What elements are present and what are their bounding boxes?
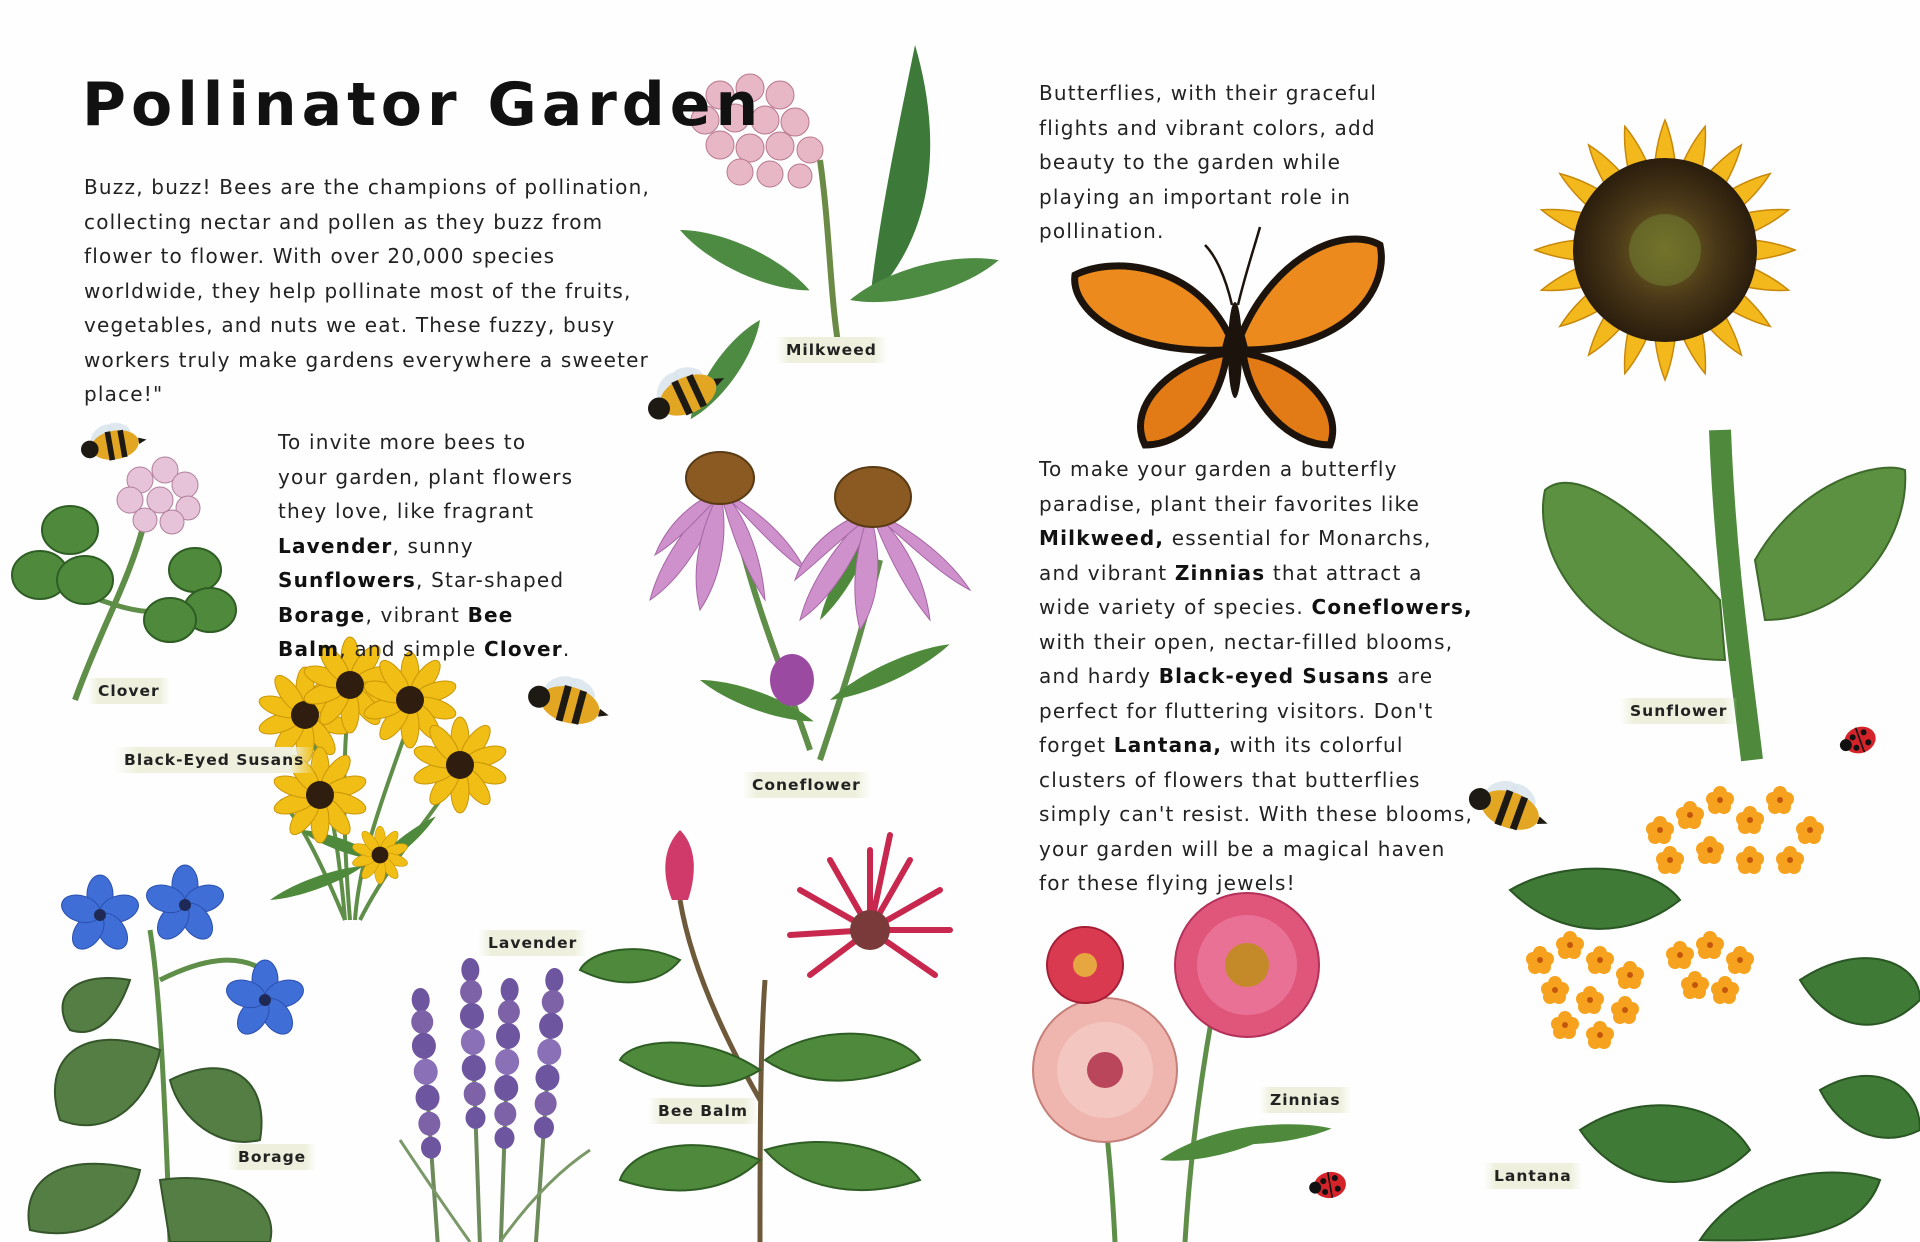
bees-tip-part: To invite more bees to your garden, plant flowers they love, like fragrant xyxy=(278,430,574,523)
bees-tip-highlight: Sunflowers xyxy=(278,568,416,592)
bees-tip-part: , and simple xyxy=(339,637,484,661)
zinnias-illustration xyxy=(1033,893,1332,1242)
label-lantana: Lantana xyxy=(1484,1163,1582,1189)
bees-tip-highlight: Clover xyxy=(483,637,563,661)
label-zinnias: Zinnias xyxy=(1260,1087,1351,1113)
bees-tip-part: , Star-shaped xyxy=(416,568,565,592)
bees-tip-part: , sunny xyxy=(392,533,474,558)
label-borage: Borage xyxy=(228,1144,316,1170)
bee-balm-illustration xyxy=(580,830,950,1242)
ladybug-icon xyxy=(1836,722,1880,759)
label-sunflower: Sunflower xyxy=(1620,698,1737,724)
ladybug-icon xyxy=(1307,1169,1348,1201)
butterfly-tip-part: essential for Monarchs, and vibrant xyxy=(1039,526,1432,585)
butterfly-tip-part: are perfect for fluttering visitors. Don't forget xyxy=(1039,664,1434,757)
butterfly-tip-highlight: Coneflowers, xyxy=(1311,595,1473,619)
label-milkweed: Milkweed xyxy=(776,337,887,363)
bees-intro-text: Buzz, buzz! Bees are the champions of pollination, collecting nectar and pollen as they buzz from flower to flower. With over 20,000 species worldwide, they help pollinate most of the fruits, vegetables, and nuts we eat. These fuzzy, busy workers truly make gardens everywhere a sweeter place!" xyxy=(84,175,651,406)
butterfly-tip-part: with its colorful clusters of flowers that butterflies simply can't resist. With these blooms, your garden will be a magical haven for these flying jewels! xyxy=(1039,733,1474,895)
butterflies-intro-text: Butterflies, with their graceful flights and vibrant colors, add beauty to the garden while playing an important role in pollination. xyxy=(1039,81,1378,243)
butterfly-tip-part: with their open, nectar-filled blooms, and hardy xyxy=(1039,629,1454,688)
bee-icon xyxy=(77,414,149,465)
butterfly-tip-part: that attract a wide variety of species. xyxy=(1039,560,1423,619)
butterfly-icon xyxy=(1075,227,1382,445)
sunflower-illustration xyxy=(1535,120,1905,760)
butterfly-tip-highlight: Black-eyed Susans xyxy=(1158,664,1390,688)
label-coneflower: Coneflower xyxy=(742,772,871,798)
label-black-eyed-susans: Black-Eyed Susans xyxy=(114,747,314,773)
borage-illustration xyxy=(28,865,307,1242)
bees-tip-highlight: Borage xyxy=(278,602,366,627)
bee-icon xyxy=(524,663,617,733)
butterfly-tip-highlight: Zinnias xyxy=(1174,560,1266,585)
bees-tip-part: . xyxy=(562,637,571,661)
page-title: Pollinator Garden xyxy=(82,70,764,140)
clover-illustration xyxy=(12,457,236,700)
label-lavender: Lavender xyxy=(478,930,587,956)
bees-tip-highlight: Bee Balm xyxy=(278,602,514,661)
label-clover: Clover xyxy=(88,678,170,704)
black-eyed-susans-illustration xyxy=(257,637,509,920)
butterfly-tip-highlight: Milkweed, xyxy=(1039,526,1165,550)
butterfly-tip-highlight: Lantana, xyxy=(1113,733,1223,757)
coneflower-illustration xyxy=(650,452,970,760)
lavender-illustration xyxy=(400,958,590,1242)
butterfly-tip-part: To make your garden a butterfly paradise, plant their favorites like xyxy=(1039,457,1421,516)
bees-tip-text xyxy=(278,425,578,667)
butterfly-tip-text xyxy=(1039,452,1479,901)
bees-tip-highlight: Lavender xyxy=(278,533,393,558)
label-bee-balm: Bee Balm xyxy=(648,1098,758,1124)
bees-tip-part: , vibrant xyxy=(365,602,468,627)
